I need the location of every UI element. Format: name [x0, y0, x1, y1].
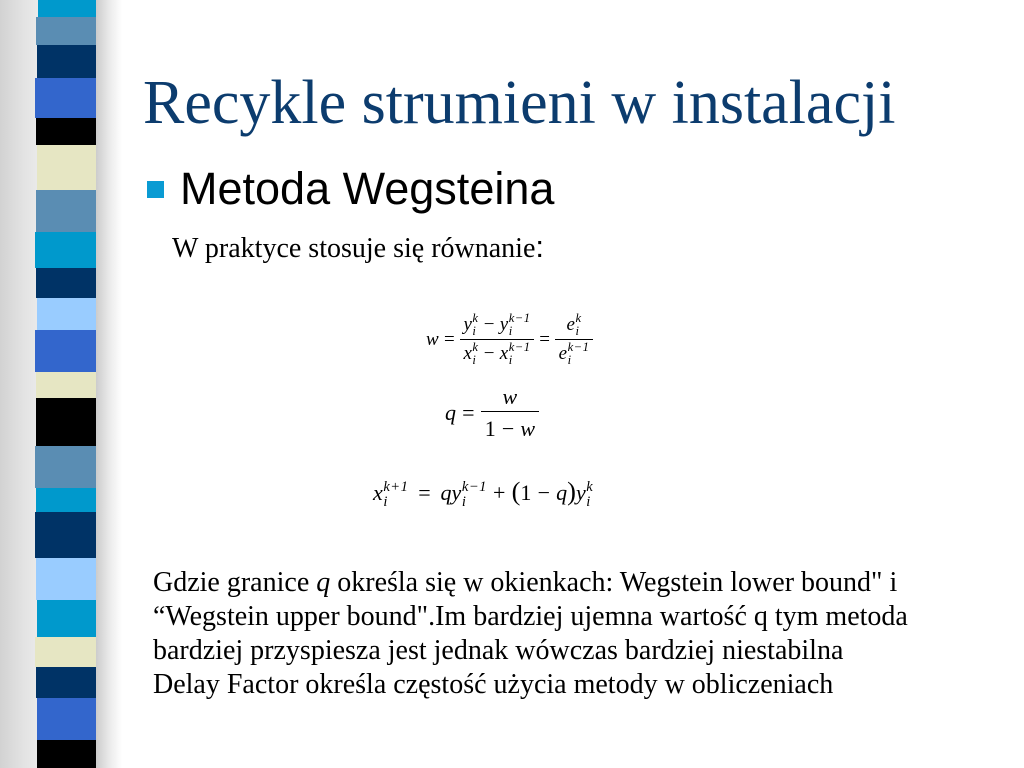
math-fraction — [460, 311, 534, 368]
math-scripts — [586, 480, 593, 510]
equation-w — [426, 311, 593, 368]
stripe-block — [35, 637, 98, 667]
intro-colon: : — [535, 229, 544, 264]
math-superscript: k — [586, 479, 594, 495]
note-variable: q — [316, 567, 331, 598]
math-superscript: k−1 — [508, 340, 531, 355]
math-denominator — [481, 412, 539, 443]
math-scripts — [575, 312, 581, 338]
math-superscript: k−1 — [508, 311, 531, 326]
math-base: e — [558, 343, 568, 364]
math-base: x — [499, 343, 509, 364]
math-fraction — [555, 311, 593, 368]
math-operator: − — [537, 480, 550, 505]
math-paren-open: ( — [511, 476, 521, 506]
math-term — [463, 340, 478, 368]
intro-text — [172, 229, 544, 264]
stripe-block — [37, 740, 98, 768]
math-subscript: i — [586, 494, 591, 511]
math-denominator — [460, 340, 534, 368]
math-term — [500, 340, 531, 368]
math-variable: w — [426, 328, 439, 350]
stripe-block — [37, 698, 98, 740]
math-operator: − — [483, 314, 495, 335]
math-base: y — [499, 314, 509, 335]
bullet-square-icon — [147, 181, 164, 198]
math-subscript: i — [472, 353, 477, 368]
math-variable: q — [440, 480, 452, 505]
math-term — [576, 476, 593, 510]
stripe-block — [36, 190, 97, 232]
math-term — [463, 311, 478, 339]
math-subscript: i — [461, 494, 467, 511]
math-base: y — [575, 480, 586, 505]
math-fraction — [481, 383, 539, 443]
math-operator: = — [462, 400, 475, 425]
stripe-block — [37, 145, 98, 190]
stripe-block — [36, 268, 97, 298]
stripe-block — [36, 558, 98, 600]
equation-q — [445, 383, 539, 443]
math-base: y — [463, 314, 472, 335]
math-base: e — [566, 314, 575, 335]
math-subscript: i — [567, 353, 572, 368]
math-operator: = — [418, 480, 431, 505]
math-superscript: k — [575, 311, 582, 326]
math-superscript: k−1 — [567, 340, 590, 355]
math-numerator — [555, 311, 593, 340]
math-denominator — [555, 340, 593, 368]
math-term — [373, 476, 408, 510]
math-numerator — [460, 311, 534, 340]
math-operator: − — [483, 343, 495, 364]
math-variable: w — [502, 384, 518, 409]
note-line: Delay Factor określa częstość użycia metody w obliczeniach — [153, 669, 834, 700]
math-variable: q — [556, 480, 568, 505]
stripe-block — [36, 398, 97, 446]
stripe-block — [35, 232, 96, 268]
math-variable: q — [445, 400, 456, 425]
math-scripts — [462, 480, 487, 510]
stripe-block — [35, 446, 97, 488]
note-line — [153, 566, 897, 600]
math-operator: − — [501, 416, 515, 441]
slide-title: Recykle strumieni w instalacji — [143, 69, 896, 137]
math-base: y — [451, 480, 462, 505]
math-numerator — [481, 383, 539, 412]
math-operator: + — [493, 480, 506, 505]
stripe-block — [36, 372, 98, 398]
stripe-block — [36, 488, 98, 512]
math-superscript: k+1 — [383, 479, 409, 495]
math-operator: = — [444, 328, 455, 350]
stripe-block — [36, 118, 97, 145]
math-scripts — [509, 312, 531, 338]
math-variable: w — [520, 416, 536, 441]
math-number: 1 — [520, 480, 532, 505]
math-operator: = — [539, 328, 550, 350]
left-shade-decoration — [0, 0, 40, 768]
stripe-block — [36, 17, 98, 45]
stripe-block — [37, 600, 97, 637]
note-text: Gdzie granice — [153, 567, 317, 598]
math-scripts — [568, 341, 590, 367]
math-subscript: i — [508, 324, 513, 339]
stripe-block — [37, 45, 97, 78]
intro-label: W praktyce stosuje się równanie — [172, 233, 536, 264]
math-superscript: k−1 — [461, 479, 487, 495]
stripe-block — [35, 78, 98, 118]
math-number: 1 — [484, 416, 496, 441]
math-subscript: i — [472, 324, 477, 339]
note-text: określa się w okienkach: Wegstein lower bound" i — [330, 567, 898, 598]
math-term — [452, 476, 487, 510]
math-base: x — [373, 480, 383, 505]
stripe-block — [35, 512, 97, 558]
bullet-text: Metoda Wegsteina — [180, 163, 555, 214]
equation-x-update — [373, 474, 593, 510]
stripe-block — [38, 0, 97, 17]
math-term — [500, 311, 531, 339]
math-scripts — [383, 480, 408, 510]
note-line: “Wegstein upper bound".Im bardziej ujemna wartość q tym metoda — [153, 601, 908, 632]
stripe-block — [35, 330, 97, 372]
math-base: x — [463, 343, 472, 364]
stripe-block — [36, 667, 97, 698]
math-superscript: k — [472, 311, 479, 326]
stripe-block — [37, 298, 98, 330]
math-term — [559, 340, 590, 368]
note-line: bardziej przyspiesza jest jednak wówczas bardziej niestabilna — [153, 635, 844, 666]
math-subscript: i — [383, 494, 388, 511]
math-scripts — [509, 341, 531, 367]
math-superscript: k — [472, 340, 479, 355]
math-subscript: i — [575, 324, 580, 339]
math-term — [567, 311, 582, 339]
math-paren-close: ) — [567, 476, 576, 506]
stripe-shadow-decoration — [96, 0, 122, 768]
math-subscript: i — [508, 353, 513, 368]
